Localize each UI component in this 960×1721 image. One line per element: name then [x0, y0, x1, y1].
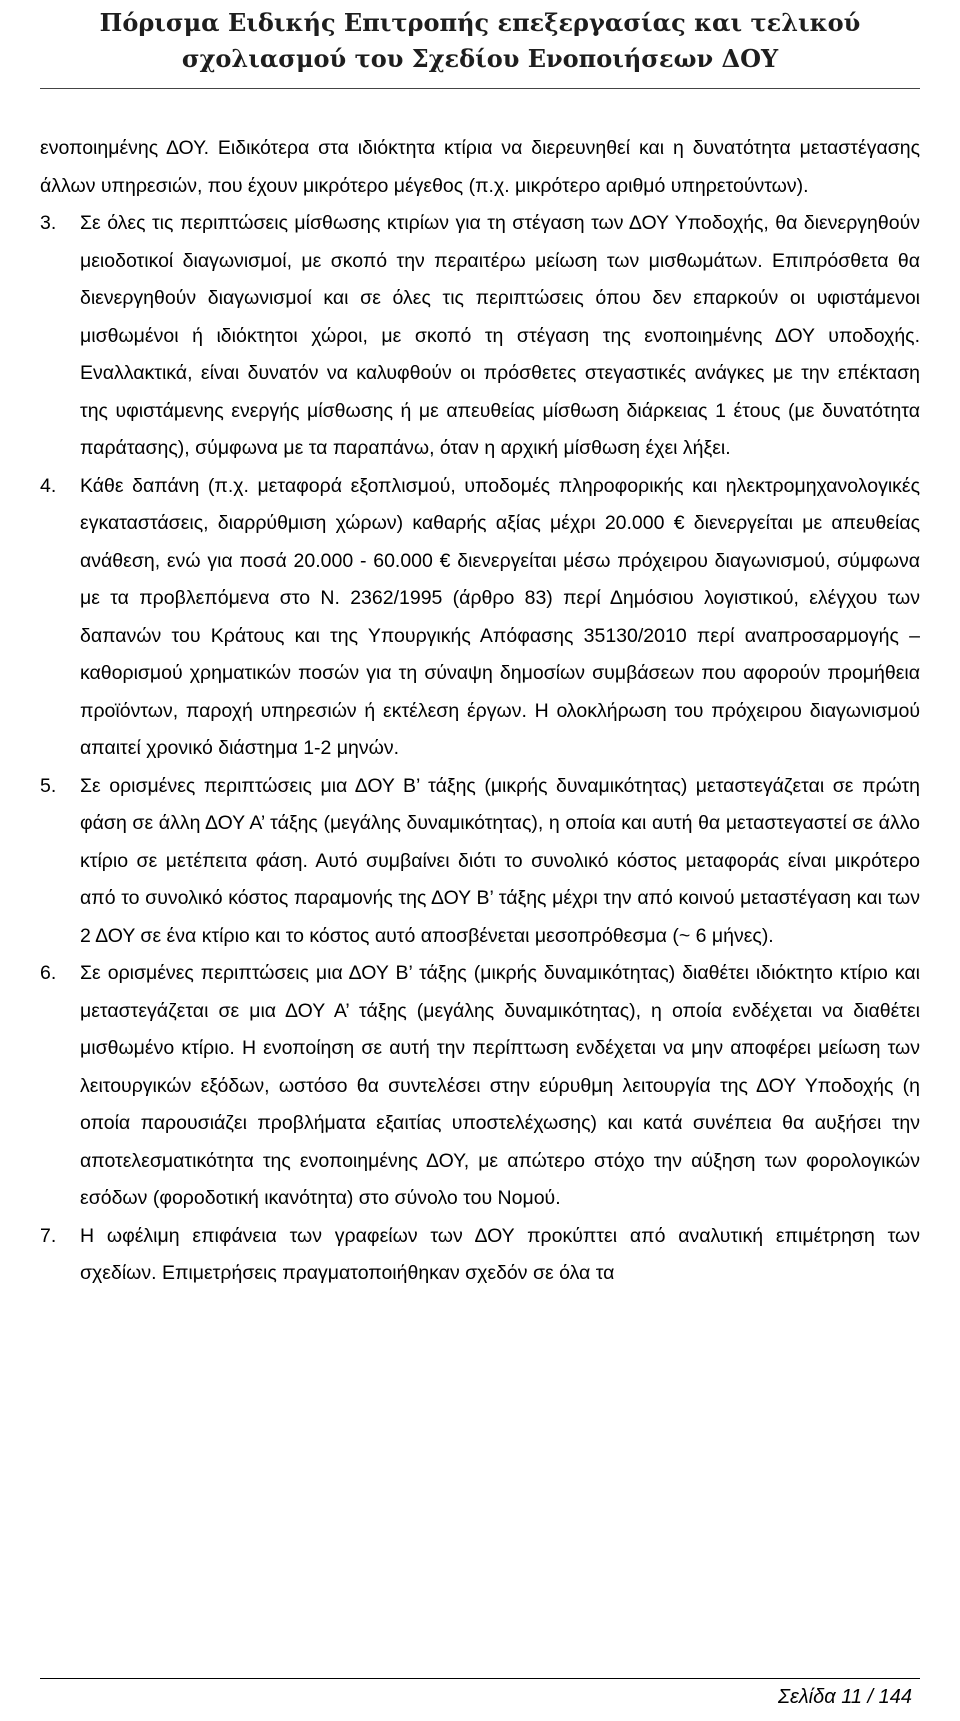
list-item	[40, 955, 920, 1218]
list-item-text: Σε όλες τις περιπτώσεις μίσθωσης κτιρίων για τη στέγαση των ΔΟΥ Υποδοχής, θα διενεργηθούν μειοδοτικοί διαγωνισμοί, με σκοπό την περαιτέρω μείωση των μισθωμάτων. Επιπρόσθετα θα διενεργηθούν διαγωνισμοί και σε όλες τις περιπτώσεις όπου δεν επαρκούν οι υφιστάμενοι μισθωμένοι ή ιδιόκτητοι χώροι, με σκοπό τη στέγαση της ενοποιημένης ΔΟΥ υποδοχής. Εναλλακτικά, είναι δυνατόν να καλυφθούν οι πρόσθετες στεγαστικές ανάγκες με την επέκταση της υφιστάμενης ενεργής μίσθωσης ή με απευθείας μίσθωση διάρκειας 1 έτους (με δυνατότητα παράτασης), σύμφωνα με τα παραπάνω, όταν η αρχική μίσθωση έχει λήξει.	[80, 212, 920, 459]
header-title-line-1: Πόρισμα Ειδικής Επιτροπής επεξεργασίας και τελικού	[99, 8, 861, 37]
list-item	[40, 205, 920, 468]
list-item-number: 4.	[40, 474, 57, 497]
list-item-number: 6.	[40, 962, 57, 984]
list-item-text: Σε ορισμένες περιπτώσεις μια ΔΟΥ Β’ τάξης (μικρής δυναμικότητας) διαθέτει ιδιόκτητο κτίριο και μεταστεγάζεται σε μια ΔΟΥ Α’ τάξης (μεγάλης δυναμικότητας), η οποία ενδέχεται να διαθέτει μισθωμένο κτίριο. Η ενοποίηση σε αυτή την περίπτωση ενδέχεται να μην αποφέρει μείωση των λειτουργικών εξόδων, ωστόσο θα συντελέσει στην εύρυθμη λειτουργία της ΔΟΥ Υποδοχής (η οποία παρουσιάζει προβλήματα εξαιτίας υποστελέχωσης) και κατά συνέπεια θα αυξήσει την αποτελεσματικότητα της ενοποιημένης ΔΟΥ, με απώτερο στόχο την αύξηση των φορολογικών εσόδων (φοροδοτική ικανότητα) στο σύνολο του Νομού.	[80, 962, 920, 1209]
document-body	[40, 130, 920, 1293]
list-item-text: Η ωφέλιμη επιφάνεια των γραφείων των ΔΟΥ προκύπτει από αναλυτική επιμέτρηση των σχεδίων. Επιμετρήσεις πραγματοποιήθηκαν σχεδόν σε όλα τα	[80, 1224, 920, 1284]
list-item	[40, 468, 920, 768]
footer-divider	[40, 1678, 920, 1679]
intro-paragraph: ενοποιημένης ΔΟΥ. Ειδικότερα στα ιδιόκτητα κτίρια να διερευνηθεί και η δυνατότητα μεταστέγασης άλλων υπηρεσιών, που έχουν μικρότερο μέγεθος (π.χ. μικρότερο αριθμό υπηρετούντων).	[40, 137, 920, 197]
header-title-line-2: σχολιασμού του Σχεδίου Ενοποιήσεων ΔΟΥ	[181, 44, 779, 73]
list-item-text: Κάθε δαπάνη (π.χ. μεταφορά εξοπλισμού, υποδομές πληροφορικής και ηλεκτρομηχανολογικές εγκαταστάσεις, διαρρύθμιση χώρων) καθαρής αξίας μέχρι 20.000 € διενεργείται με απευθείας ανάθεση, ενώ για ποσά 20.000 - 60.000 € διενεργείται μέσω πρόχειρου διαγωνισμού, σύμφωνα με τα προβλεπόμενα στο Ν. 2362/1995 (άρθρο 83) περί Δημόσιου λογιστικού, ελέγχου των δαπανών του Κράτους και της Υπουργικής Απόφασης 35130/2010 περί αναπροσαρμογής – καθορισμού χρηματικών ποσών για τη σύναψη δημοσίων συμβάσεων που αφορούν προμήθεια προϊόντων, παροχή υπηρεσιών ή εκτέλεση έργων. Η ολοκλήρωση του πρόχειρου διαγωνισμού απαιτεί χρονικό διάστημα 1-2 μηνών.	[80, 474, 920, 759]
page-header	[0, 0, 960, 87]
list-item	[40, 768, 920, 956]
list-item-number: 7.	[40, 1224, 57, 1247]
page-number: Σελίδα 11 / 144	[778, 1686, 912, 1708]
list-item	[40, 1218, 920, 1293]
list-item-text: Σε ορισμένες περιπτώσεις μια ΔΟΥ Β’ τάξης (μικρής δυναμικότητας) μεταστεγάζεται σε πρώτη φάση σε άλλη ΔΟΥ Α’ τάξης (μεγάλης δυναμικότητας), η οποία και αυτή θα μεταστεγαστεί σε άλλο κτίριο σε μετέπειτα φάση. Αυτό συμβαίνει διότι το συνολικό κόστος μεταφοράς είναι μικρότερο από το συνολικό κόστος παραμονής της ΔΟΥ Β’ τάξης μέχρι την από κοινού μεταστέγαση και των 2 ΔΟΥ σε ένα κτίριο και το κόστος αυτό αποσβένεται μεσοπρόθεσμα (~ 6 μήνες).	[80, 774, 920, 947]
list-item-number: 5.	[40, 774, 57, 797]
header-divider	[40, 88, 920, 89]
list-item-number: 3.	[40, 212, 57, 234]
